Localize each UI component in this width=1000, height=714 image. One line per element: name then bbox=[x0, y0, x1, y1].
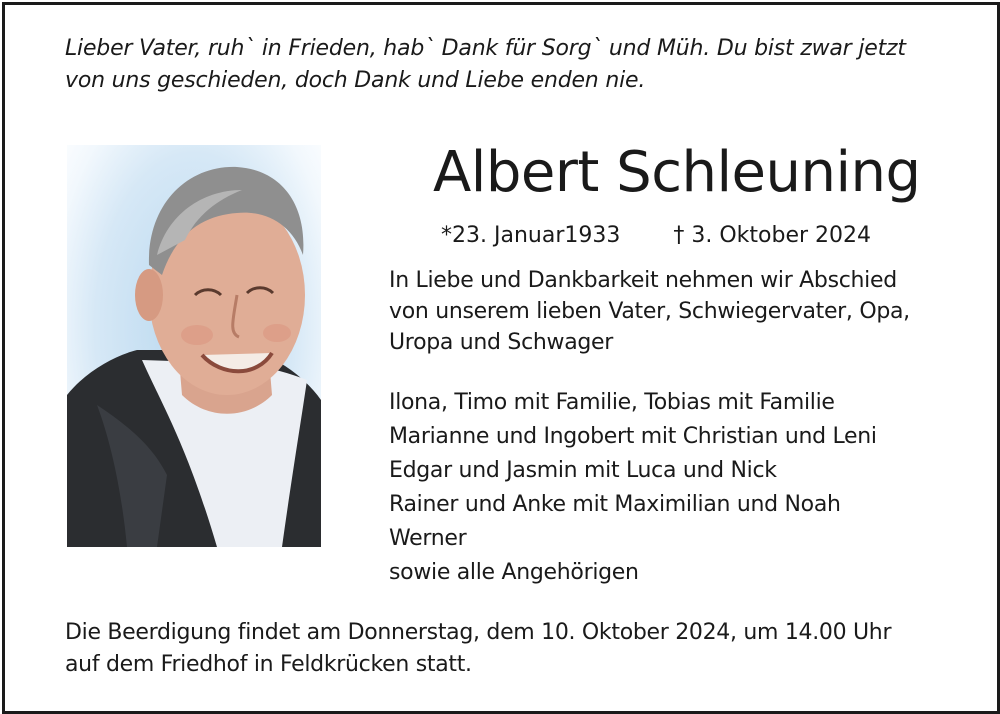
quote-line: Lieber Vater, ruh` in Frieden, hab` Dank für Sorg` und Müh. Du bist zwar jetzt bbox=[65, 36, 906, 61]
farewell-text bbox=[389, 265, 969, 358]
deceased-name: Albert Schleuning bbox=[433, 140, 921, 205]
mourner-line: Ilona, Timo mit Familie, Tobias mit Familie bbox=[389, 390, 835, 415]
mourner-line: sowie alle Angehörigen bbox=[389, 560, 639, 585]
life-dates bbox=[441, 220, 961, 252]
death-date: † 3. Oktober 2024 bbox=[673, 223, 872, 248]
mourners-list bbox=[389, 386, 969, 590]
obituary-card bbox=[2, 2, 1000, 714]
farewell-line: Uropa und Schwager bbox=[389, 330, 614, 355]
mourner-line: Rainer und Anke mit Maximilian und Noah bbox=[389, 492, 841, 517]
funeral-notice bbox=[65, 617, 965, 681]
funeral-line: Die Beerdigung findet am Donnerstag, dem 10. Oktober 2024, um 14.00 Uhr bbox=[65, 620, 892, 645]
farewell-line: von unserem lieben Vater, Schwiegervater, Opa, bbox=[389, 299, 910, 324]
quote-line: von uns geschieden, doch Dank und Liebe enden nie. bbox=[65, 68, 646, 93]
mourner-line: Werner bbox=[389, 526, 467, 551]
farewell-line: In Liebe und Dankbarkeit nehmen wir Abschied bbox=[389, 268, 897, 293]
portrait-photo bbox=[67, 145, 321, 547]
funeral-line: auf dem Friedhof in Feldkrücken statt. bbox=[65, 652, 472, 677]
portrait-illustration bbox=[67, 145, 321, 547]
memorial-quote bbox=[65, 33, 955, 97]
mourner-line: Edgar und Jasmin mit Luca und Nick bbox=[389, 458, 777, 483]
mourner-line: Marianne und Ingobert mit Christian und Leni bbox=[389, 424, 877, 449]
birth-date: *23. Januar1933 bbox=[441, 223, 621, 248]
